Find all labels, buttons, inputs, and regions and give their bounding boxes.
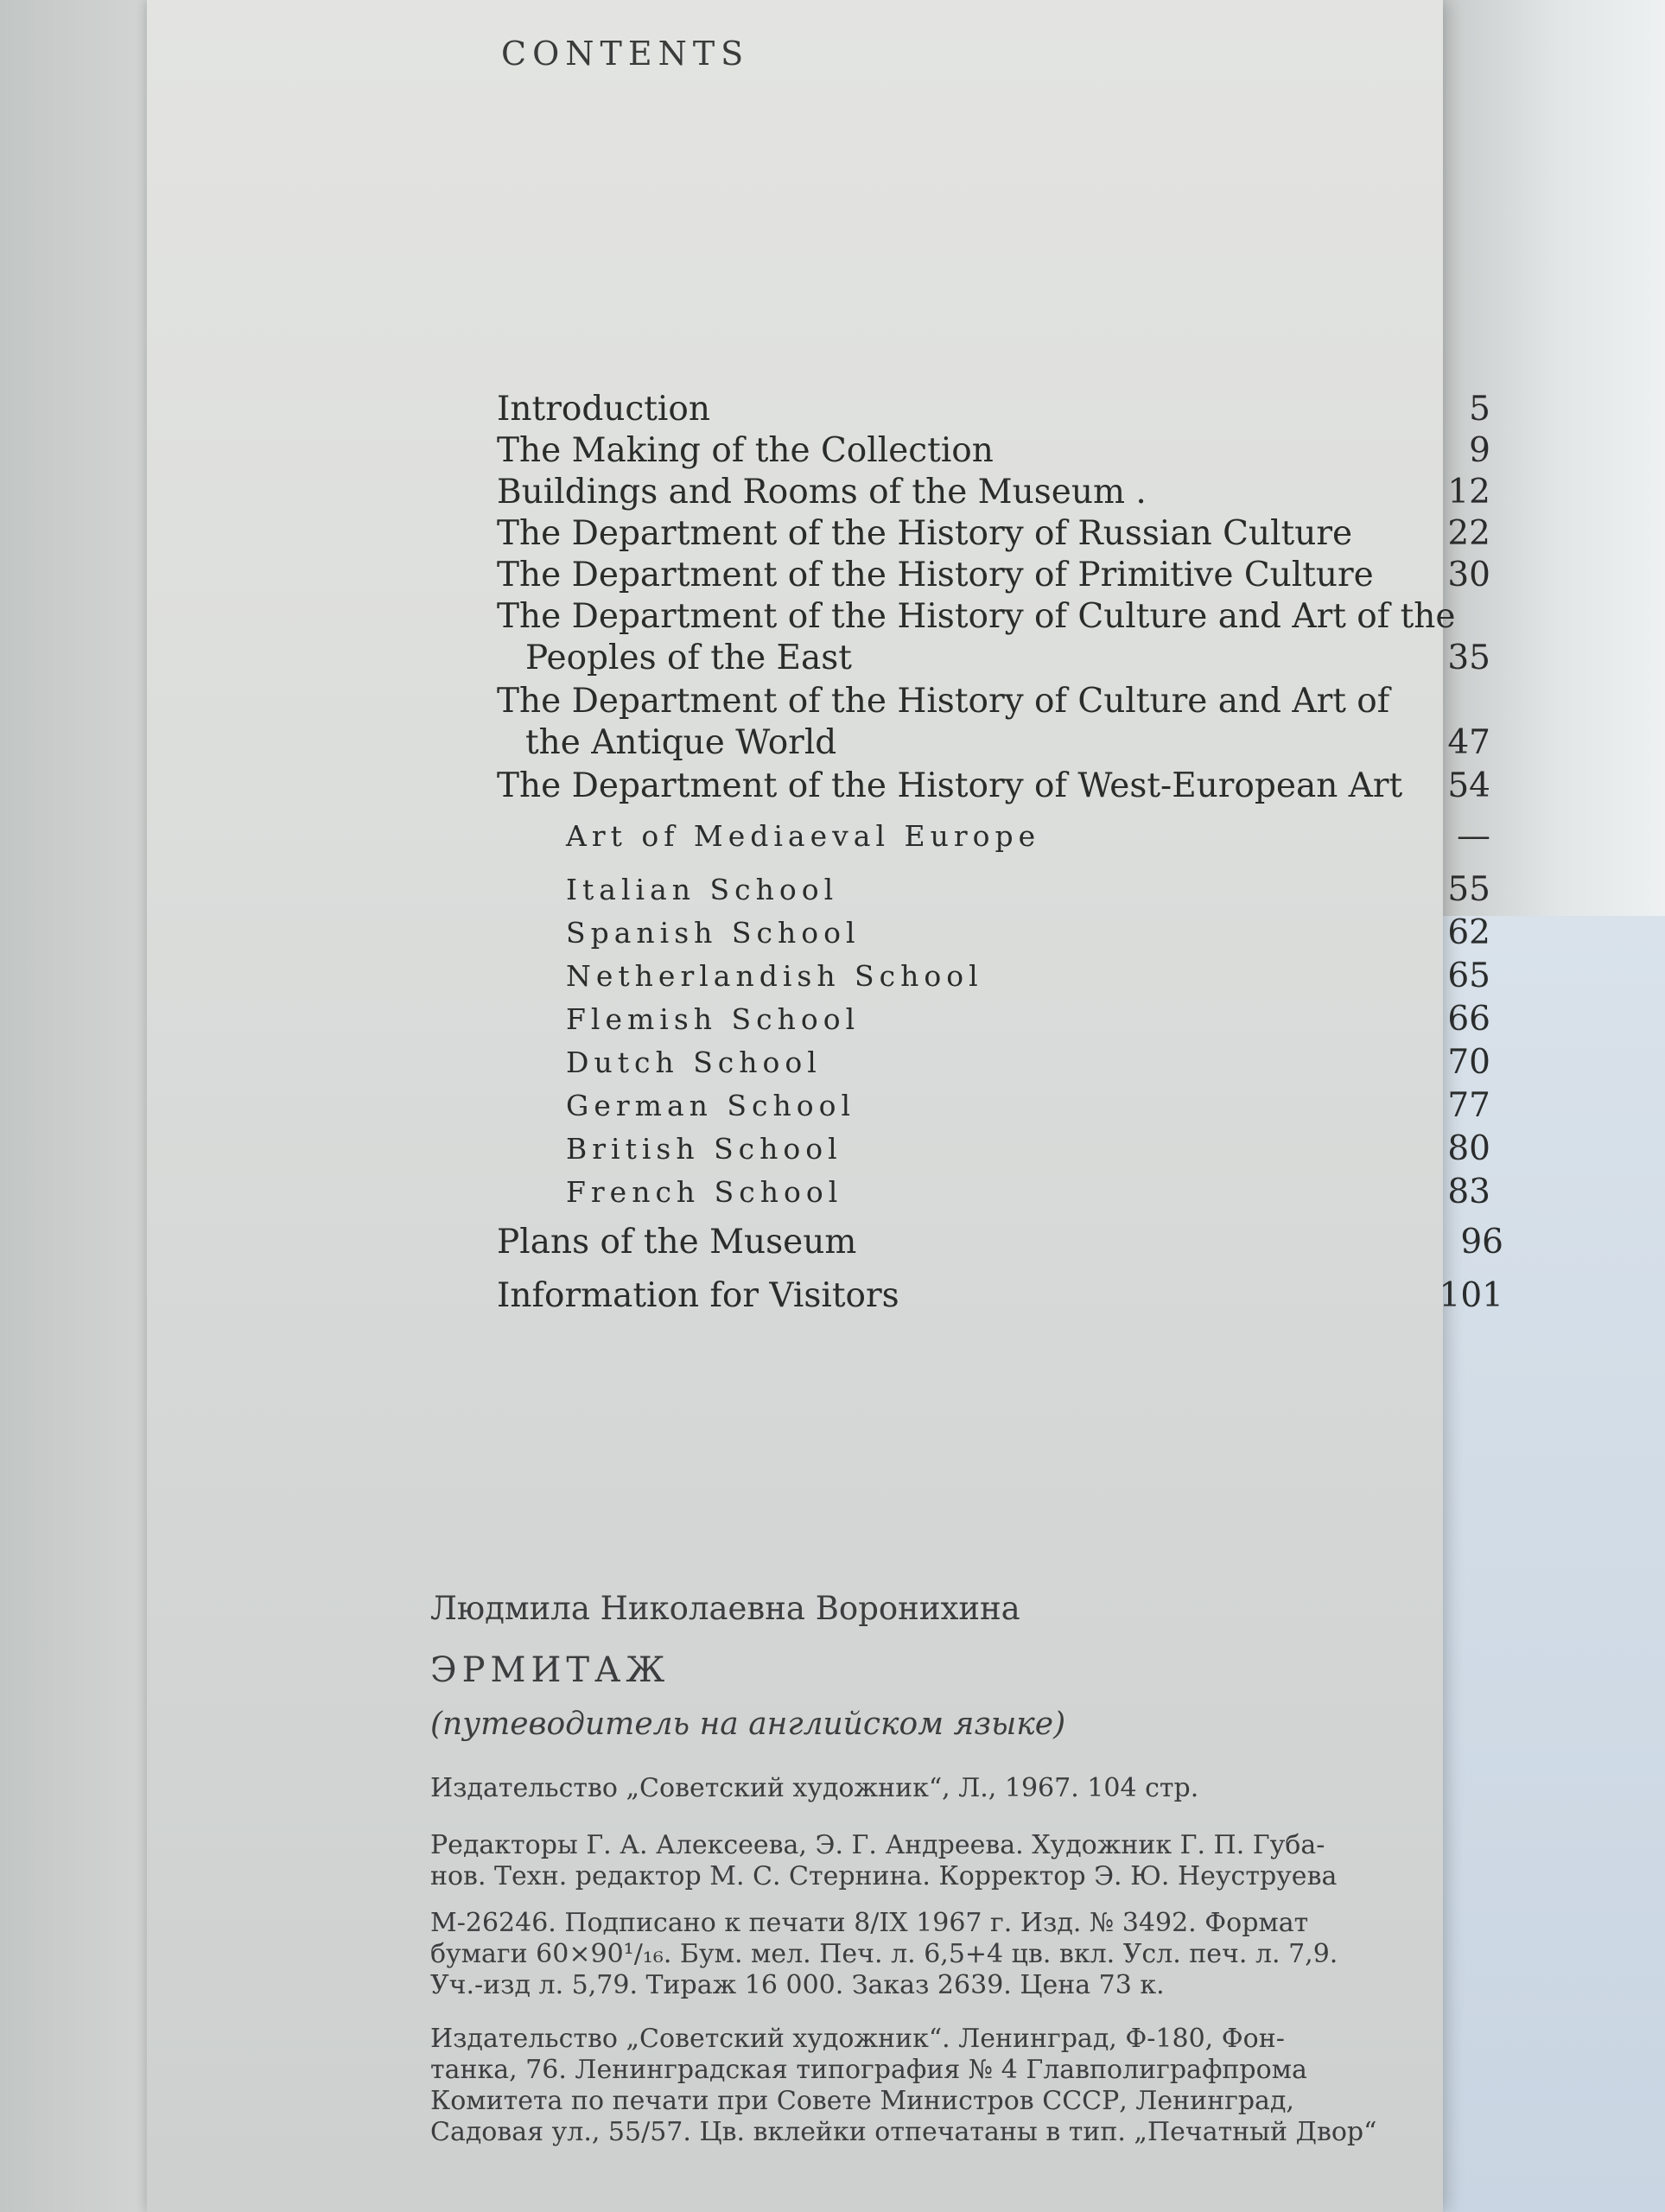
toc-entry [497,553,1490,598]
toc-sub-entry-page: 83 [1447,1173,1490,1211]
toc-sub-entry-title: British School [566,1132,842,1166]
toc-entry [497,1274,1503,1319]
toc-sub-entry [497,1040,1490,1085]
toc-sub-entry [497,997,1490,1042]
toc-entry [497,1220,1503,1265]
toc-sub-entry-page: 70 [1447,1043,1490,1082]
toc-entry [497,429,1490,474]
imprint-technical-line: Уч.-изд л. 5,79. Тираж 16 000. Заказ 2639. Цена 73 к. [430,1970,1165,2000]
imprint-printing-line: Издательство „Советский художник“. Ленинград, Ф-180, Фон- [430,2024,1285,2054]
toc-entry-title: The Department of the History of Russian Culture [497,514,1353,553]
toc-entry-title: The Department of the History of West-European Art [497,766,1403,805]
contents-heading: CONTENTS [501,35,750,73]
book-page [147,0,1503,2212]
toc-entry-title: Buildings and Rooms of the Museum . [497,473,1147,512]
toc-entry-title: The Making of the Collection [497,431,994,470]
imprint-editors [430,1830,1458,1892]
toc-entry-page: 35 [1447,639,1490,677]
imprint-technical [430,1908,1458,2001]
toc-entry-page: 12 [1447,473,1490,512]
toc-entry-title: Introduction [497,390,710,429]
imprint-author: Людмила Николаевна Воронихина [430,1590,1020,1627]
toc-entry-page: 54 [1447,766,1490,805]
toc-entry-page: 30 [1447,556,1490,594]
toc-entry-page: 101 [1439,1276,1503,1315]
toc-entry [497,679,1490,724]
toc-sub-entry-page: 66 [1447,1000,1490,1039]
toc-sub-entry [497,814,1490,859]
toc-entry [497,764,1490,809]
toc-sub-entry [497,1084,1490,1128]
toc-entry-title: Plans of the Museum [497,1223,857,1262]
toc-sub-entry-title: Flemish School [566,1002,861,1036]
toc-entry-title: Information for Visitors [497,1276,899,1315]
imprint-printing-line: танка, 76. Ленинградская типография № 4 Главполиграфпрома [430,2055,1307,2085]
toc-sub-entry-title: Netherlandish School [566,959,983,993]
imprint-subtitle: (путеводитель на английском языке) [430,1707,1066,1742]
toc-entry [497,512,1490,556]
toc-sub-entry-page: 55 [1447,870,1490,909]
toc-entry-page: 96 [1460,1223,1503,1262]
imprint-title: ЭРМИТАЖ [430,1650,670,1690]
toc-sub-entry-page: — [1457,817,1490,855]
toc-sub-entry-title: Art of Mediaeval Europe [566,819,1041,853]
toc-sub-entry-page: 77 [1447,1086,1490,1125]
imprint-publisher-line: Издательство „Советский художник“, Л., 1967. 104 стр. [430,1773,1199,1803]
toc-sub-entry-title: German School [566,1089,856,1122]
toc-sub-entry [497,1127,1490,1172]
toc-entry-continued [497,721,1490,766]
toc-entry-continuation: the Antique World [525,723,837,762]
imprint-editors-line: Редакторы Г. А. Алексеева, Э. Г. Андреева. Художник Г. П. Губа- [430,1830,1325,1860]
toc-entry-page: 22 [1447,514,1490,553]
toc-sub-entry-title: Italian School [566,873,839,906]
imprint-printing-line: Садовая ул., 55/57. Цв. вклейки отпечатаны в тип. „Печатный Двор“ [430,2117,1377,2147]
toc-entry-page: 47 [1447,723,1490,762]
toc-entry-continued [497,636,1490,681]
imprint-printing-line: Комитета по печати при Совете Министров СССР, Ленинград, [430,2086,1294,2116]
toc-entry-page: 5 [1469,390,1490,429]
toc-sub-entry-title: Dutch School [566,1046,822,1079]
toc-sub-entry-page: 65 [1447,957,1490,995]
toc-entry-title: The Department of the History of Culture and Art of [497,682,1390,721]
toc-sub-entry-page: 80 [1447,1129,1490,1168]
imprint-technical-line: бумаги 60×90¹/₁₆. Бум. мел. Печ. л. 6,5+4 цв. вкл. Усл. печ. л. 7,9. [430,1939,1338,1969]
toc-sub-entry-page: 62 [1447,913,1490,952]
toc-sub-entry [497,911,1490,956]
imprint-technical-line: М-26246. Подписано к печати 8/IX 1967 г. Изд. № 3492. Формат [430,1908,1309,1938]
toc-sub-entry [497,868,1490,912]
toc-entry-title: The Department of the History of Primitive Culture [497,556,1374,594]
imprint-editors-line: нов. Техн. редактор М. С. Стернина. Корректор Э. Ю. Неуструева [430,1861,1338,1891]
toc-sub-entry-title: French School [566,1175,843,1209]
toc-entry-continuation: Peoples of the East [525,639,852,677]
imprint-printing [430,2024,1458,2148]
toc-sub-entry [497,954,1490,999]
toc-sub-entry-title: Spanish School [566,916,861,950]
toc-entry [497,594,1490,639]
toc-sub-entry [497,1170,1490,1215]
toc-entry-page: 9 [1469,431,1490,470]
toc-entry [497,470,1490,515]
toc-entry [497,387,1490,432]
toc-entry-title: The Department of the History of Culture and Art of the [497,597,1456,636]
background-left [0,0,151,2212]
